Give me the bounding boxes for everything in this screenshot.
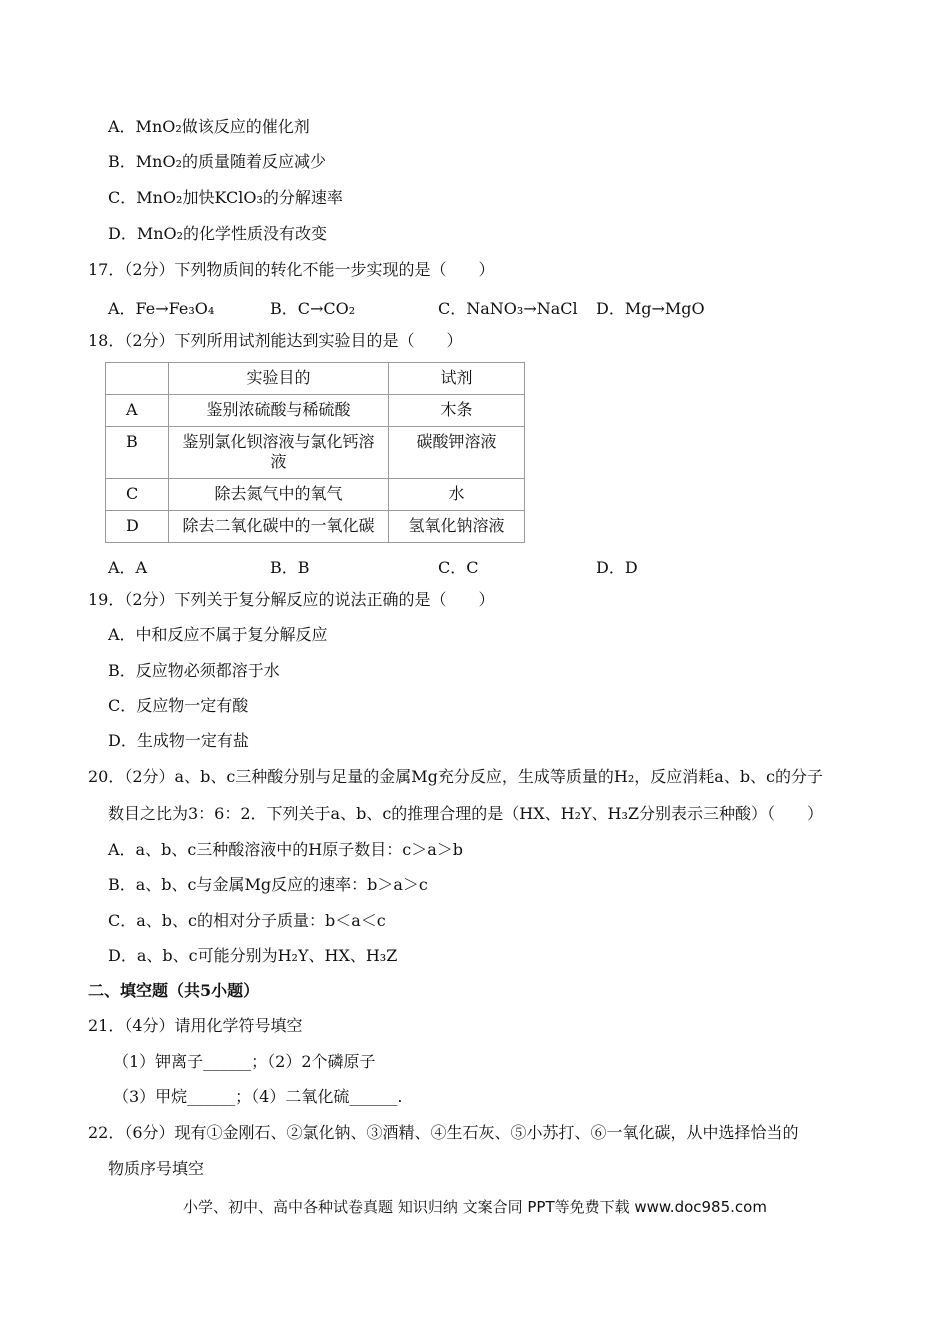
q20-option-a: A．a、b、c三种酸溶液中的H原子数目：c＞a＞b — [108, 840, 463, 859]
q19-stem: 19．（2分）下列关于复分解反应的说法正确的是（ ） — [88, 590, 495, 609]
table-cell: 除去二氧化碳中的一氧化碳 — [169, 511, 389, 543]
experiment-table — [105, 362, 525, 543]
table-cell: C — [106, 479, 169, 511]
table-cell: D — [106, 511, 169, 543]
q18-option-b: B．B — [270, 558, 310, 577]
q17-stem: 17．（2分）下列物质间的转化不能一步实现的是（ ） — [88, 260, 495, 279]
table-row — [106, 479, 525, 511]
q18-option-c: C．C — [438, 558, 479, 577]
q20-stem-line1: 20．（2分）a、b、c三种酸分别与足量的金属Mg充分反应，生成等质量的H₂，反应消耗a、b、c的分子 — [88, 767, 824, 786]
q20-option-c: C．a、b、c的相对分子质量：b＜a＜c — [108, 911, 386, 930]
table-cell: 鉴别氯化钡溶液与氯化钙溶液 — [169, 427, 389, 479]
q19-option-d: D．生成物一定有盐 — [108, 731, 249, 750]
section-heading: 二、填空题（共5小题） — [88, 981, 260, 1000]
table-cell: 碳酸钾溶液 — [389, 427, 525, 479]
q20-option-d: D．a、b、c可能分别为H₂Y、HX、H₃Z — [108, 946, 398, 965]
table-cell: 水 — [389, 479, 525, 511]
q16-option-c: C．MnO₂加快KClO₃的分解速率 — [108, 188, 343, 207]
q19-option-a: A．中和反应不属于复分解反应 — [108, 625, 328, 644]
table-cell: A — [106, 395, 169, 427]
q19-option-c: C．反应物一定有酸 — [108, 696, 249, 715]
q17-options — [108, 296, 868, 316]
q22-stem-line2: 物质序号填空 — [108, 1159, 205, 1178]
q19-option-b: B．反应物必须都溶于水 — [108, 661, 280, 680]
table-header-row — [106, 363, 525, 395]
q21-line1: （1）钾离子______；（2）2个磷原子 — [113, 1052, 376, 1071]
q17-option-d: D．Mg→MgO — [596, 299, 705, 318]
q22-stem-line1: 22．（6分）现有①金刚石、②氯化钠、③酒精、④生石灰、⑤小苏打、⑥一氧化碳，从中选择恰当的 — [88, 1123, 799, 1142]
page-footer: 小学、初中、高中各种试卷真题 知识归纳 文案合同 PPT等免费下载 www.doc985.com — [183, 1198, 767, 1216]
table-cell: B — [106, 427, 169, 479]
table-header-cell: 试剂 — [389, 363, 525, 395]
q16-option-d: D．MnO₂的化学性质没有改变 — [108, 224, 328, 243]
q18-options — [108, 555, 868, 575]
q21-line2: （3）甲烷______；（4）二氧化硫______. — [113, 1087, 403, 1106]
q16-option-b: B．MnO₂的质量随着反应减少 — [108, 152, 326, 171]
table-cell: 鉴别浓硫酸与稀硫酸 — [169, 395, 389, 427]
table-cell: 除去氮气中的氧气 — [169, 479, 389, 511]
q20-option-b: B．a、b、c与金属Mg反应的速率：b＞a＞c — [108, 875, 428, 894]
table-cell: 木条 — [389, 395, 525, 427]
q17-option-b: B．C→CO₂ — [270, 299, 356, 318]
q16-option-a: A．MnO₂做该反应的催化剂 — [108, 117, 310, 136]
q18-option-d: D．D — [596, 558, 638, 577]
table-cell: 氢氧化钠溶液 — [389, 511, 525, 543]
table-row — [106, 511, 525, 543]
table-header-cell — [106, 363, 169, 395]
table-row — [106, 395, 525, 427]
q18-option-a: A．A — [108, 558, 148, 577]
table-row — [106, 427, 525, 479]
table-header-cell: 实验目的 — [169, 363, 389, 395]
q17-option-a: A．Fe→Fe₃O₄ — [108, 299, 215, 318]
q18-stem: 18．（2分）下列所用试剂能达到实验目的是（ ） — [88, 331, 463, 350]
q21-stem: 21．（4分）请用化学符号填空 — [88, 1016, 303, 1035]
q17-option-c: C．NaNO₃→NaCl — [438, 299, 578, 318]
q20-stem-line2: 数目之比为3：6：2．下列关于a、b、c的推理合理的是（HX、H₂Y、H₃Z分别表示三种酸）（ ） — [108, 804, 824, 823]
